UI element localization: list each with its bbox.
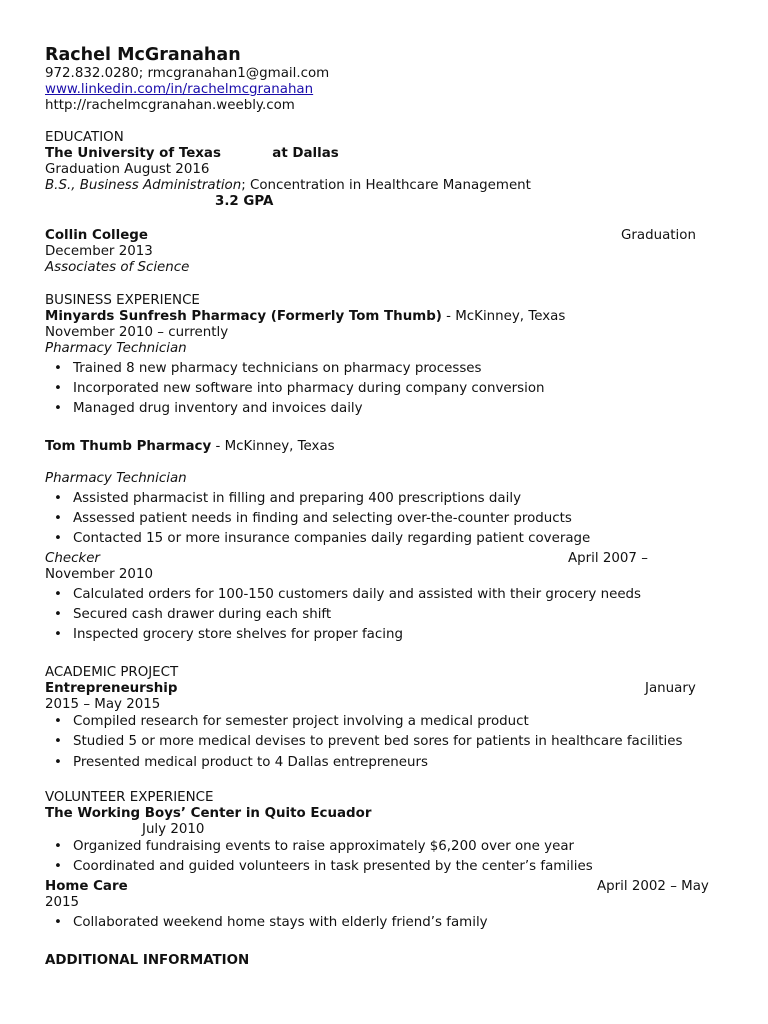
collin-date: December 2013 <box>45 244 153 259</box>
list-item: • Studied 5 or more medical devises to prevent bed sores for patients in healthcare facilities <box>73 734 682 750</box>
utd-name-part2: at Dallas <box>272 146 339 161</box>
education-heading: EDUCATION <box>45 130 124 145</box>
home-care-date-start: April 2002 – May <box>597 879 709 894</box>
minyards-title-line <box>45 309 565 325</box>
list-item: • Compiled research for semester project involving a medical product <box>73 714 529 730</box>
additional-heading: ADDITIONAL INFORMATION <box>45 953 250 968</box>
academic-date-rest: 2015 – May 2015 <box>45 697 161 712</box>
boys-center-name: The Working Boys’ Center in Quito Ecuador <box>45 806 372 821</box>
tomthumb-role: Pharmacy Technician <box>45 471 187 486</box>
list-item: • Presented medical product to 4 Dallas entrepreneurs <box>73 755 428 771</box>
list-item: • Incorporated new software into pharmacy during company conversion <box>73 381 545 397</box>
tomthumb-title-line <box>45 439 335 455</box>
home-care-name: Home Care <box>45 879 128 894</box>
list-item: • Assisted pharmacist in filling and preparing 400 prescriptions daily <box>73 491 521 507</box>
utd-graduation: Graduation August 2016 <box>45 162 210 177</box>
checker-date-end: November 2010 <box>45 567 153 582</box>
candidate-name: Rachel McGranahan <box>45 45 241 65</box>
utd-degree-line <box>45 178 531 194</box>
list-item: • Organized fundraising events to raise approximately $6,200 over one year <box>73 839 574 855</box>
academic-heading: ACADEMIC PROJECT <box>45 665 179 680</box>
boys-center-date: July 2010 <box>142 822 205 837</box>
home-care-date-rest: 2015 <box>45 895 80 910</box>
utd-name <box>45 146 339 162</box>
website-url: http://rachelmcgranahan.weebly.com <box>45 98 295 113</box>
list-item: • Trained 8 new pharmacy technicians on pharmacy processes <box>73 361 482 377</box>
minyards-location: - McKinney, Texas <box>441 309 566 324</box>
list-item: • Assessed patient needs in finding and selecting over-the-counter products <box>73 511 572 527</box>
list-item: • Inspected grocery store shelves for proper facing <box>73 627 403 643</box>
list-item: • Secured cash drawer during each shift <box>73 607 331 623</box>
tomthumb-name: Tom Thumb Pharmacy <box>45 439 212 454</box>
utd-gpa: 3.2 GPA <box>215 194 274 209</box>
linkedin-link[interactable]: www.linkedin.com/in/rachelmcgranahan <box>45 82 314 97</box>
minyards-role: Pharmacy Technician <box>45 341 187 356</box>
volunteer-heading: VOLUNTEER EXPERIENCE <box>45 790 214 805</box>
collin-graduation-label: Graduation <box>621 228 696 243</box>
academic-date-start: January <box>645 681 696 696</box>
minyards-dates: November 2010 – currently <box>45 325 229 340</box>
collin-name: Collin College <box>45 228 148 243</box>
tomthumb-location: - McKinney, Texas <box>211 439 335 454</box>
minyards-name: Minyards Sunfresh Pharmacy (Formerly Tom Thumb) <box>45 309 442 324</box>
academic-project-name: Entrepreneurship <box>45 681 178 696</box>
list-item: • Collaborated weekend home stays with elderly friend’s family <box>73 915 488 931</box>
contact-info: 972.832.0280; rmcgranahan1@gmail.com <box>45 66 330 81</box>
collin-degree: Associates of Science <box>45 260 190 275</box>
list-item: • Managed drug inventory and invoices daily <box>73 401 363 417</box>
checker-role: Checker <box>45 551 100 566</box>
list-item: • Contacted 15 or more insurance companies daily regarding patient coverage <box>73 531 590 547</box>
utd-name-part1: The University of Texas <box>45 146 221 161</box>
list-item: • Coordinated and guided volunteers in task presented by the center’s families <box>73 859 593 875</box>
utd-degree: B.S., Business Administration <box>45 178 242 193</box>
list-item: • Calculated orders for 100-150 customers daily and assisted with their grocery needs <box>73 587 641 603</box>
utd-concentration: ; Concentration in Healthcare Management <box>241 178 531 193</box>
checker-date-start: April 2007 – <box>568 551 648 566</box>
business-heading: BUSINESS EXPERIENCE <box>45 293 200 308</box>
